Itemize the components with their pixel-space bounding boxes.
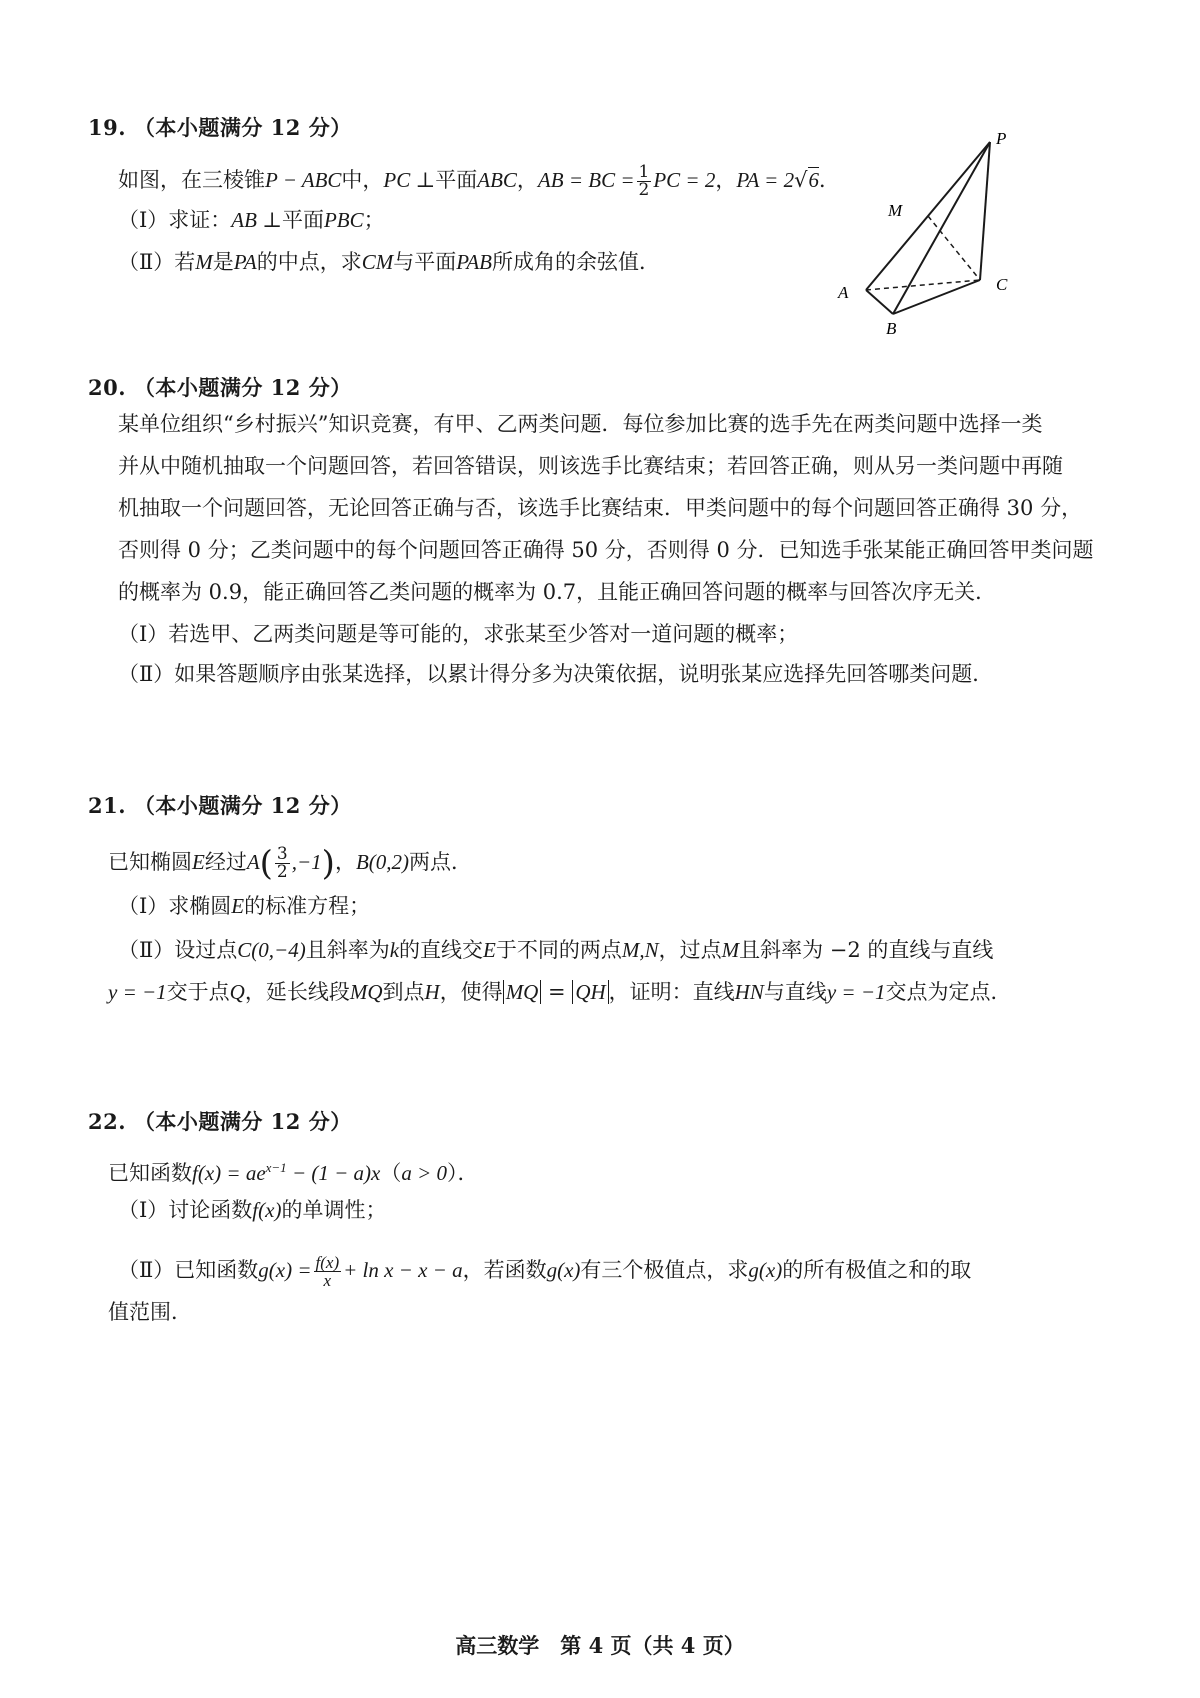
q21-part1: （Ⅰ）求椭圆E的标准方程；: [118, 894, 371, 918]
q20-line-2: 并从中随机抽取一个问题回答，若回答错误，则该选手比赛结束；若回答正确，则从另一类问题中再随: [118, 454, 1063, 478]
q19-part2: （Ⅱ）若M是PA的中点，求CM与平面PAB所成角的余弦值．: [118, 250, 661, 274]
page-footer: 高三数学 第 4 页（共 4 页）: [455, 1633, 745, 1658]
label-m: M: [888, 201, 903, 220]
q20-title: 20. （本小题满分 12 分）: [88, 375, 352, 400]
q21-title: 21. （本小题满分 12 分）: [88, 793, 352, 818]
q21-part2-line1: （Ⅱ）设过点C(0,−4)且斜率为k的直线交E于不同的两点M,N，过点M且斜率为 −2 的直线与直线: [118, 938, 994, 962]
q20-line-4: 否则得 0 分；乙类问题中的每个问题回答正确得 50 分，否则得 0 分．已知选手张某能正确回答甲类问题: [118, 538, 1094, 562]
q20-line-1: 某单位组织“乡村振兴”知识竞赛，有甲、乙两类问题．每位参加比赛的选手先在两类问题中选择一类: [118, 412, 1043, 436]
q20-line-5: 的概率为 0.9，能正确回答乙类问题的概率为 0.7，且能正确回答问题的概率与回答次序无关．: [118, 580, 997, 604]
label-c: C: [996, 275, 1008, 294]
q20-line-3: 机抽取一个问题回答，无论回答正确与否，该选手比赛结束．甲类问题中的每个问题回答正确得 30 分，: [118, 496, 1083, 520]
q22-fraction: $\frac{f(x)}{x}$: [315, 1253, 340, 1290]
q22-stem: 已知函数$f(x) = ae^{x-1} - (1 - a)x(a > 0)$．: [108, 1160, 479, 1185]
label-p: P: [996, 129, 1007, 148]
q20-part2: （Ⅱ）如果答题顺序由张某选择，以累计得分多为决策依据，说明张某应选择先回答哪类问题．: [118, 662, 994, 686]
q20-part1: （Ⅰ）若选甲、乙两类问题是等可能的，求张某至少答对一道问题的概率；: [118, 622, 799, 646]
q21-fraction: $\frac{3}{2}$: [276, 844, 288, 882]
q22-part1: （Ⅰ）讨论函数f(x)的单调性；: [118, 1198, 387, 1222]
edge-ac-dashed: [866, 280, 980, 290]
q19-title: 19. （本小题满分 12 分）: [88, 115, 352, 140]
q21-stem: 已知椭圆E经过A( $\frac{3}{2}$ ,−1)，B(0,2)两点．: [108, 843, 473, 884]
edge-ab: [866, 290, 893, 314]
label-a: A: [838, 283, 849, 302]
edge-bc: [893, 280, 980, 314]
q19-part1: （Ⅰ）求证：AB ⊥平面PBC；: [118, 208, 385, 232]
edge-pc: [980, 142, 990, 280]
segment-cm-dashed: [928, 216, 980, 280]
q19-stem: 如图，在三棱锥P − ABC中，PC ⊥平面ABC，AB = BC = $\frac{1}{2}$ PC = 2，PA = 2√6．: [118, 162, 840, 200]
q22-part2-line2: 值范围．: [108, 1300, 192, 1324]
edge-pb: [893, 142, 990, 314]
q22-title: 22. （本小题满分 12 分）: [88, 1109, 352, 1134]
q19-fraction: $\frac{1}{2}$: [638, 162, 650, 200]
label-b: B: [886, 319, 897, 338]
tetrahedron-figure: [838, 129, 1130, 370]
q21-part2-line2: y = −1交于点Q，延长线段MQ到点H，使得 MQ = QH ，证明：直线HN与直线y = −1交点为定点．: [108, 980, 1012, 1004]
q22-part2-line1: （Ⅱ）已知函数g(x) = $\frac{f(x)}{x}$ + ln x − x − a，若函数g(x)有三个极值点，求g(x)的所有极值之和的取: [118, 1253, 972, 1290]
